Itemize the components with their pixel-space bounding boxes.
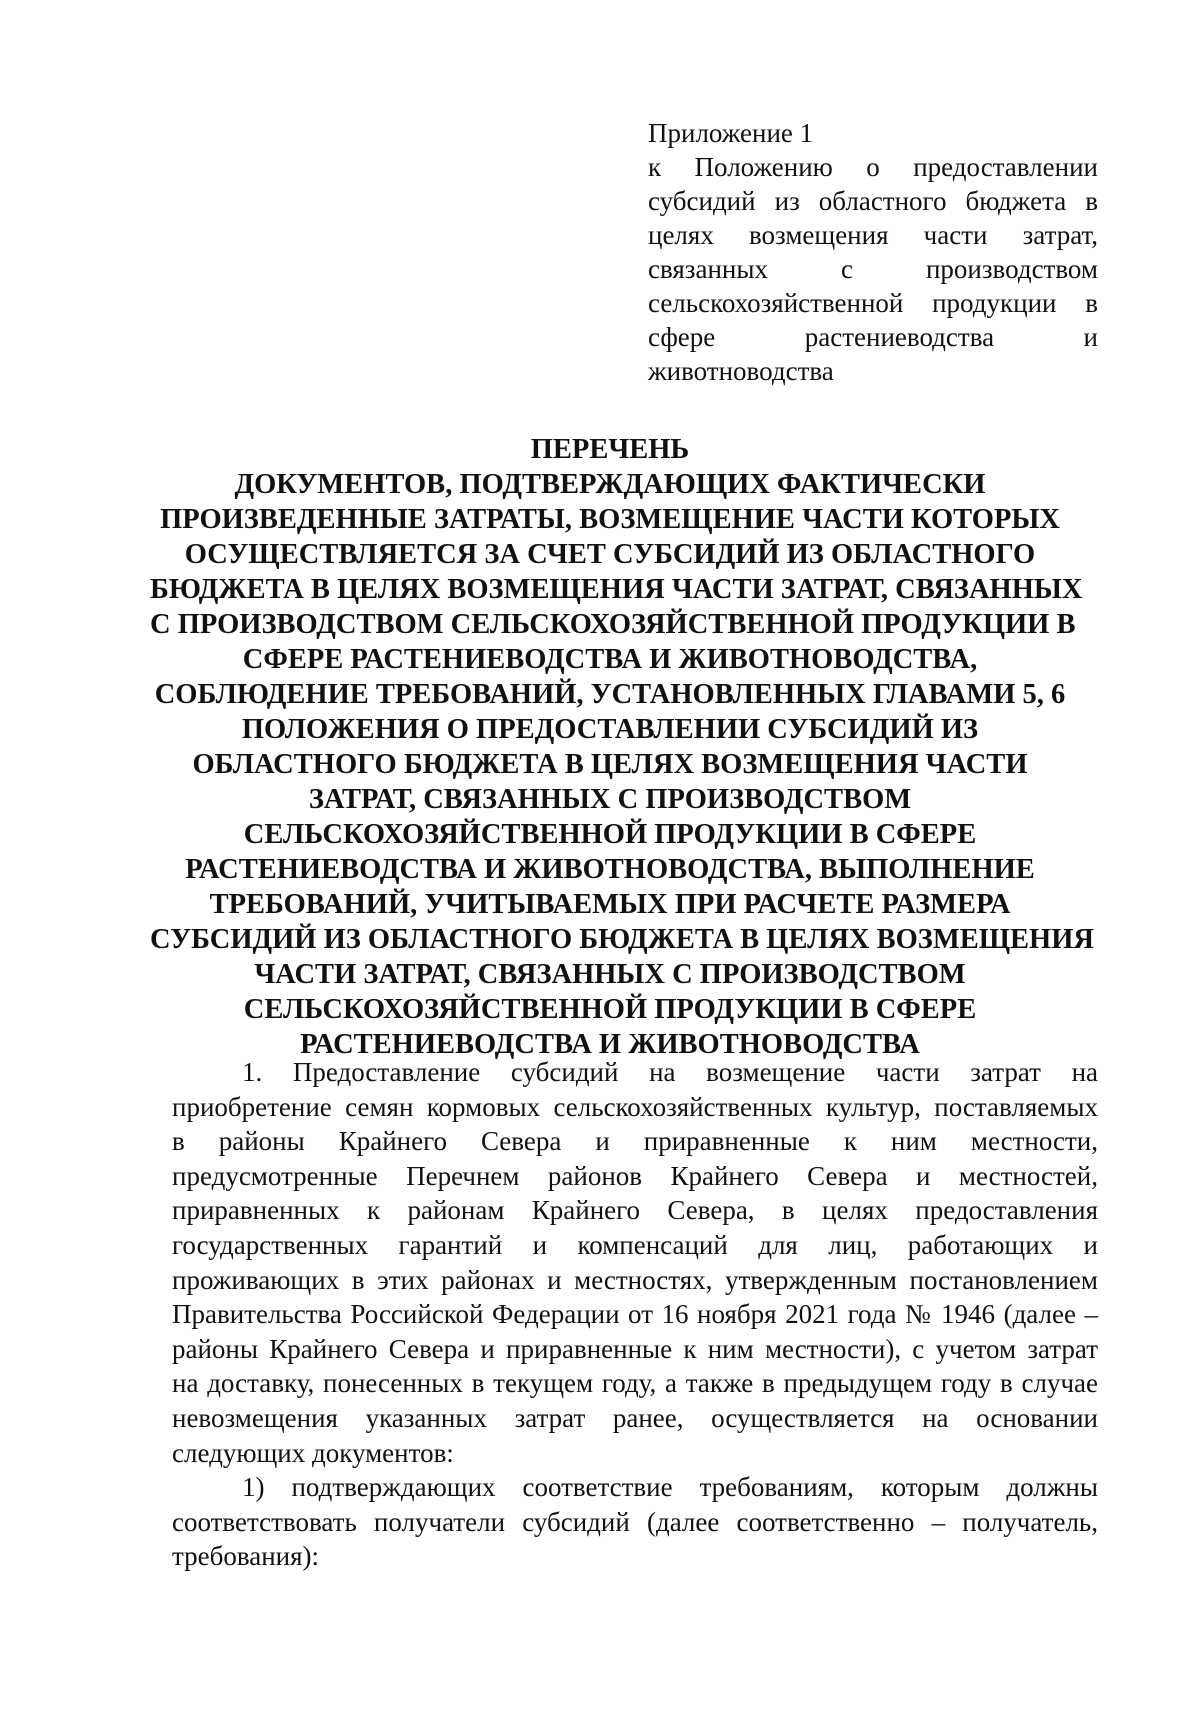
title-line: СУБСИДИЙ ИЗ ОБЛАСТНОГО БЮДЖЕТА В ЦЕЛЯХ ВОЗМЕЩЕНИЯ bbox=[150, 924, 1094, 955]
title-line: ОСУЩЕСТВЛЯЕТСЯ ЗА СЧЕТ СУБСИДИЙ ИЗ ОБЛАСТНОГО bbox=[184, 539, 1036, 570]
body-line: Правительства Российской Федерации от 16 ноября 2021 года № 1946 (далее – bbox=[172, 1299, 1098, 1330]
body-line: проживающих в этих районах и местностях, утвержденным постановлением bbox=[172, 1264, 1098, 1295]
title-line: СФЕРЕ РАСТЕНИЕВОДСТВА И ЖИВОТНОВОДСТВА, bbox=[242, 644, 978, 675]
paragraph-1 bbox=[172, 1055, 1098, 1470]
title-line: РАСТЕНИЕВОДСТВА И ЖИВОТНОВОДСТВА, ВЫПОЛНЕНИЕ bbox=[185, 854, 1035, 885]
body-line: соответствовать получатели субсидий (далее соответственно – получатель, bbox=[172, 1506, 1098, 1537]
title-line: ПЕРЕЧЕНЬ bbox=[530, 434, 690, 465]
body-line: в районы Крайнего Севера и приравненные к ним местности, bbox=[172, 1126, 1098, 1157]
title-line: БЮДЖЕТА В ЦЕЛЯХ ВОЗМЕЩЕНИЯ ЧАСТИ ЗАТРАТ, СВЯЗАННЫХ bbox=[150, 574, 1083, 605]
title-line: С ПРОИЗВОДСТВОМ СЕЛЬСКОХОЗЯЙСТВЕННОЙ ПРОДУКЦИИ В bbox=[150, 609, 1076, 640]
body-line: 1. Предоставление субсидий на возмещение части затрат на bbox=[242, 1057, 1098, 1087]
body-line: государственных гарантий и компенсаций для лиц, работающих и bbox=[172, 1229, 1098, 1260]
document-title bbox=[150, 432, 1094, 1062]
body-line: требования): bbox=[172, 1541, 320, 1572]
title-line: ПОЛОЖЕНИЯ О ПРЕДОСТАВЛЕНИИ СУБСИДИЙ ИЗ bbox=[241, 714, 979, 745]
appendix-line: целях возмещения части затрат, bbox=[648, 220, 1098, 250]
appendix-line: субсидий из областного бюджета в bbox=[648, 186, 1098, 216]
body-line: предусмотренные Перечнем районов Крайнего Севера и местностей, bbox=[172, 1160, 1098, 1191]
body-line: 1) подтверждающих соответствие требованиям, которым должны bbox=[242, 1472, 1098, 1503]
body-line: невозмещения указанных затрат ранее, осуществляется на основании bbox=[172, 1402, 1098, 1433]
title-line: СЕЛЬСКОХОЗЯЙСТВЕННОЙ ПРОДУКЦИИ В СФЕРЕ bbox=[243, 994, 977, 1025]
title-line: ОБЛАСТНОГО БЮДЖЕТА В ЦЕЛЯХ ВОЗМЕЩЕНИЯ ЧАСТИ bbox=[192, 749, 1028, 780]
body-line: приобретение семян кормовых сельскохозяйственных культур, поставляемых bbox=[172, 1091, 1098, 1122]
title-line: ЧАСТИ ЗАТРАТ, СВЯЗАННЫХ С ПРОИЗВОДСТВОМ bbox=[254, 959, 966, 990]
title-line: ЗАТРАТ, СВЯЗАННЫХ С ПРОИЗВОДСТВОМ bbox=[308, 784, 912, 815]
appendix-line: сфере растениеводства и bbox=[648, 322, 1098, 352]
body-line: приравненных к районам Крайнего Севера, в целях предоставления bbox=[172, 1195, 1098, 1226]
appendix-line: сельскохозяйственной продукции в bbox=[648, 288, 1098, 318]
body-line: районы Крайнего Севера и приравненные к ним местности), с учетом затрат bbox=[172, 1333, 1098, 1364]
title-line: ДОКУМЕНТОВ, ПОДТВЕРЖДАЮЩИХ ФАКТИЧЕСКИ bbox=[234, 469, 986, 500]
body-line: следующих документов: bbox=[172, 1437, 454, 1468]
appendix-line: животноводства bbox=[648, 356, 834, 386]
appendix-line: Приложение 1 bbox=[648, 118, 814, 148]
appendix-line: к Положению о предоставлении bbox=[648, 152, 1098, 182]
appendix-line: связанных с производством bbox=[648, 254, 1098, 284]
title-line: РАСТЕНИЕВОДСТВА И ЖИВОТНОВОДСТВА bbox=[300, 1029, 920, 1060]
title-line: СОБЛЮДЕНИЕ ТРЕБОВАНИЙ, УСТАНОВЛЕННЫХ ГЛАВАМИ 5, 6 bbox=[154, 679, 1066, 710]
body-line: на доставку, понесенных в текущем году, а также в предыдущем году в случае bbox=[172, 1368, 1098, 1399]
title-line: СЕЛЬСКОХОЗЯЙСТВЕННОЙ ПРОДУКЦИИ В СФЕРЕ bbox=[243, 819, 977, 850]
document-body bbox=[172, 1055, 1098, 1574]
paragraph-2 bbox=[172, 1470, 1098, 1574]
title-line: ТРЕБОВАНИЙ, УЧИТЫВАЕМЫХ ПРИ РАСЧЕТЕ РАЗМЕРА bbox=[209, 889, 1011, 920]
appendix-block bbox=[648, 116, 1098, 388]
title-line: ПРОИЗВЕДЕННЫЕ ЗАТРАТЫ, ВОЗМЕЩЕНИЕ ЧАСТИ КОТОРЫХ bbox=[160, 504, 1060, 535]
